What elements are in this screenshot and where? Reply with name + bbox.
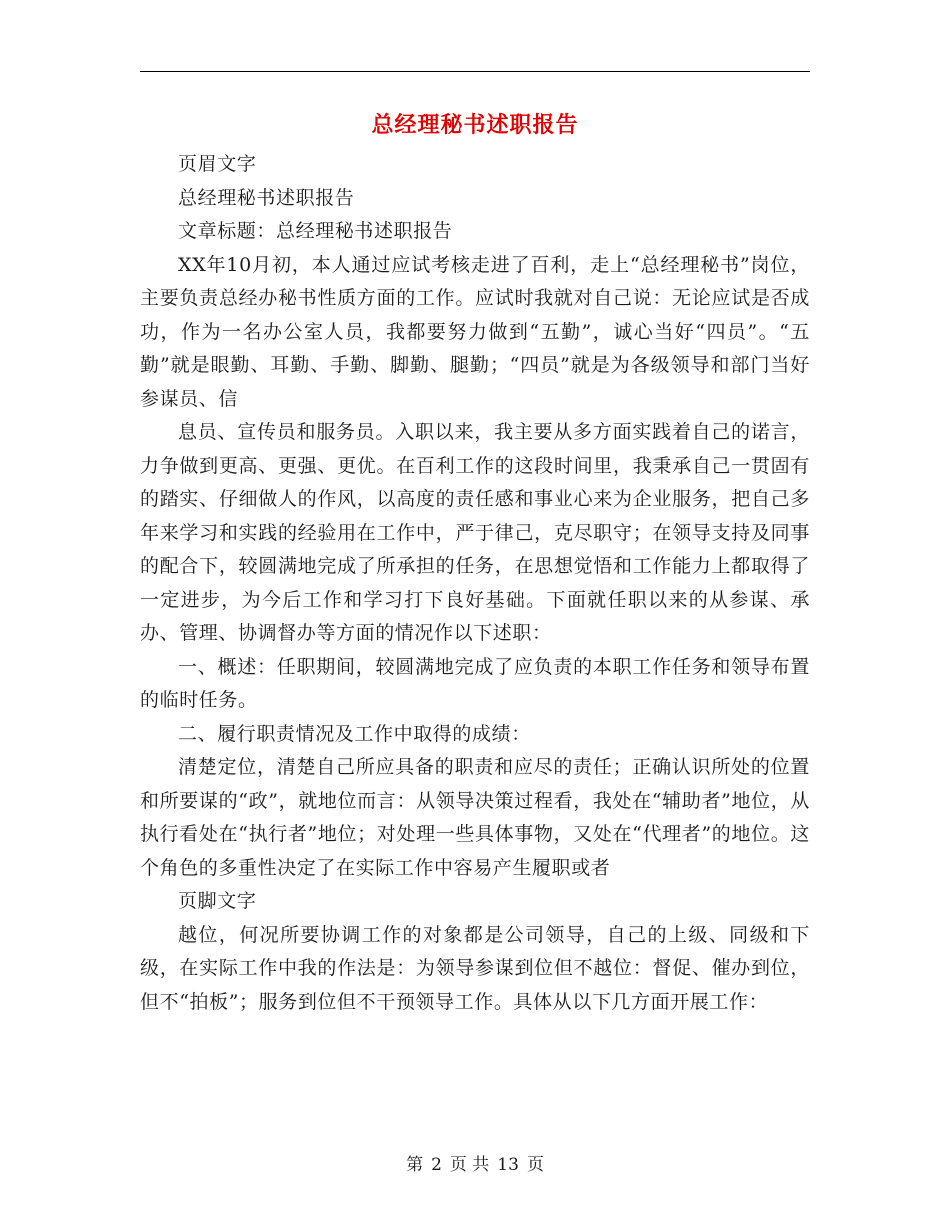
paragraph-article-title: 文章标题：总经理秘书述职报告 [178, 220, 453, 242]
document-body [140, 148, 810, 1019]
paragraph-header-text: 页眉文字 [178, 153, 257, 175]
paragraph: 越位，何况所要协调工作的对象都是公司领导，自己的上级、同级和下级，在实际工作中我的作法是：为领导参谋到位但不越位：督促、催办到位，但不“拍板”；服务到位但不干预领导工作。具体从以下几方面开展工作： [140, 923, 810, 1013]
page-label-middle: 页 共 [449, 1155, 490, 1175]
paragraph: 息员、宣传员和服务员。入职以来，我主要从多方面实践着自己的诺言，力争做到更高、更强、更优。在百利工作的这段时间里，我秉承自己一贯固有的踏实、仔细做人的作风，以高度的责任感和事业心来为企业服务，把自己多年来学习和实践的经验用在工作中，严于律己，克尽职守；在领导支持及同事的配合下，较圆满地完成了所承担的任务，在思想觉悟和工作能力上都取得了一定进步，为今后工作和学习打下良好基础。下面就任职以来的从参谋、承办、管理、协调督办等方面的情况作以下述职： [140, 421, 810, 644]
page-label-suffix: 页 [526, 1155, 544, 1175]
document-title: 总经理秘书述职报告 [371, 112, 579, 138]
paragraph: 清楚定位，清楚自己所应具备的职责和应尽的责任；正确认识所处的位置和所要谋的“政”，就地位而言：从领导决策过程看，我处在“辅助者”地位，从执行看处在“执行者”地位；对处理一些具体事物，又处在“代理者”的地位。这个角色的多重性决定了在实际工作中容易产生履职或者 [140, 756, 810, 879]
current-page-number: 2 [431, 1155, 442, 1175]
paragraph: XX年10月初，本人通过应试考核走进了百利，走上“总经理秘书”岗位，主要负责总经办秘书性质方面的工作。应试时我就对自己说：无论应试是否成功，作为一名办公室人员，我都要努力做到“五勤”，诚心当好“四员”。“五勤”就是眼勤、耳勤、手勤、脚勤、腿勤；“四员”就是为各级领导和部门当好参谋员、信 [140, 253, 810, 410]
header-rule [140, 71, 810, 72]
total-pages-number: 13 [497, 1155, 519, 1175]
paragraph: 一、概述：任职期间，较圆满地完成了应负责的本职工作任务和领导布置的临时任务。 [140, 655, 810, 711]
paragraph: 二、履行职责情况及工作中取得的成绩： [178, 722, 531, 745]
page-label-prefix: 第 [406, 1155, 424, 1175]
paragraph-footer-text: 页脚文字 [178, 890, 257, 912]
paragraph-subtitle: 总经理秘书述职报告 [178, 186, 355, 209]
page-number-footer [0, 1152, 950, 1178]
